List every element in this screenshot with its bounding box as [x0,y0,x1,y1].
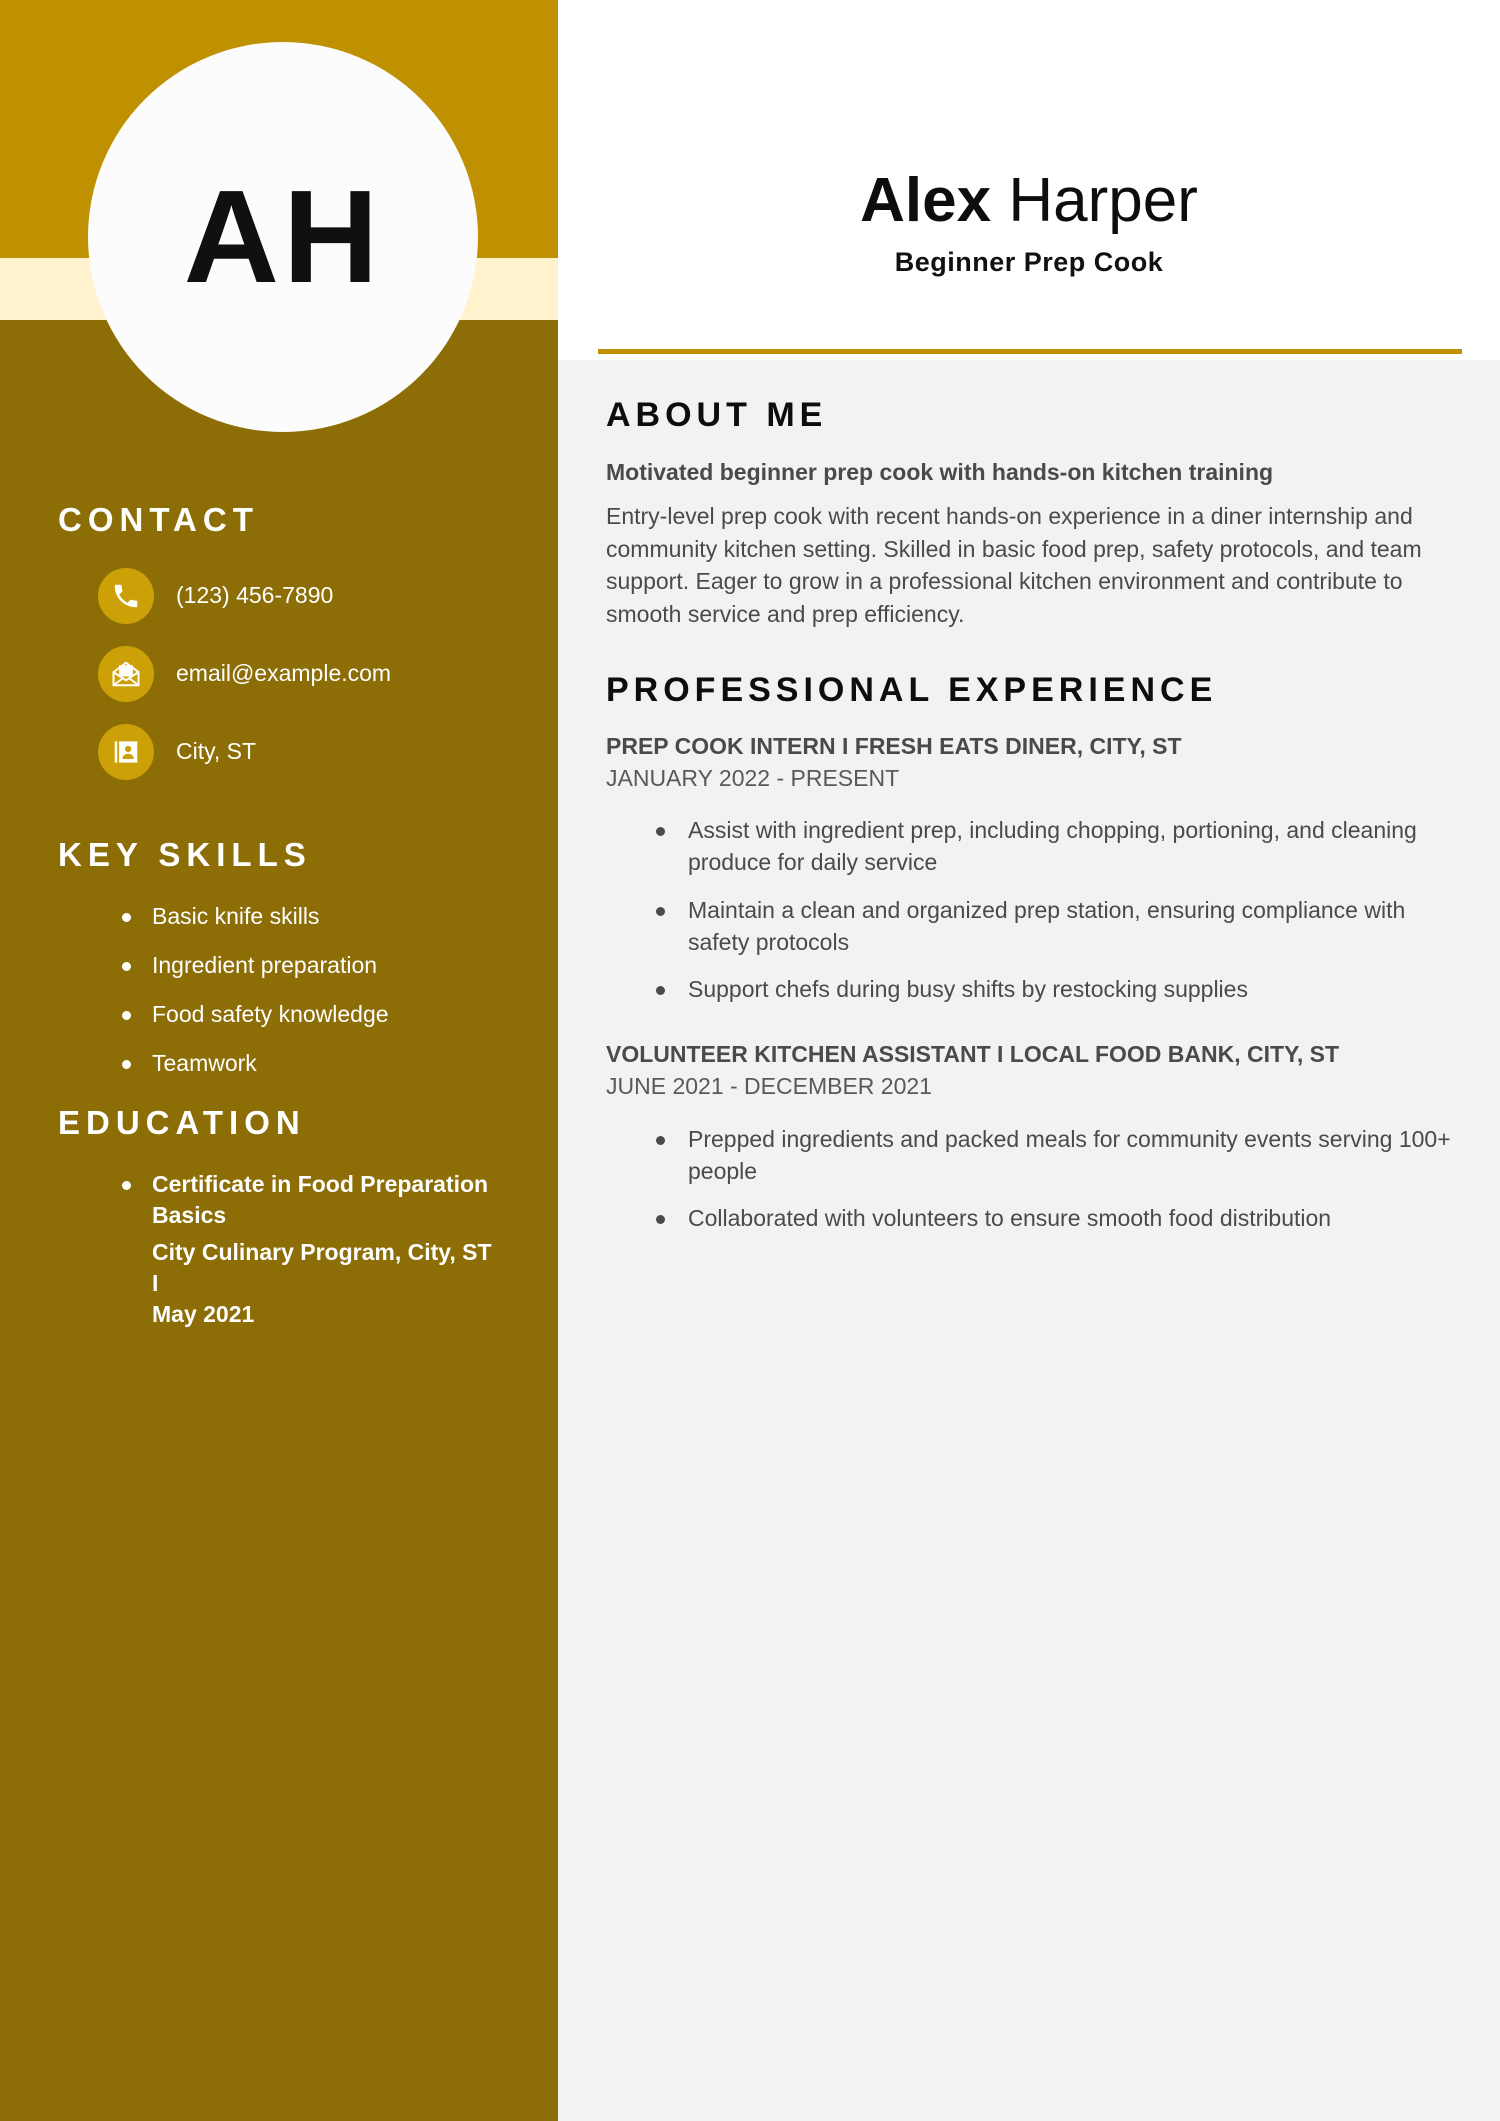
list-item: Maintain a clean and organized prep station, ensuring compliance with safety protocols [648,895,1452,958]
list-item: Support chefs during busy shifts by restocking supplies [648,974,1452,1006]
experience-entry [606,1040,1452,1235]
contact-row-email[interactable] [58,646,500,702]
about-body: Entry-level prep cook with recent hands-on experience in a diner internship and community kitchen setting. Skilled in basic food prep, safety protocols, and team support. Eager to grow in a professional kitchen environment and contribute to smooth service and prep efficiency. [606,503,1422,628]
experience-heading: PROFESSIONAL EXPERIENCE [606,670,1218,709]
contact-location-value: City, ST [176,737,257,764]
sidebar [0,0,558,2121]
avatar-initials: AH [183,163,383,310]
main-body [558,360,1500,1235]
contact-phone-value: (123) 456-7890 [176,581,334,608]
contact-list [58,568,500,780]
last-name: Harper [991,166,1198,235]
contact-row-location[interactable] [58,724,500,780]
first-name: Alex [860,166,992,235]
job-bullets [606,1124,1452,1235]
job-bullets [606,815,1452,1006]
education-heading: EDUCATION [58,1104,306,1141]
education-list [58,1169,500,1330]
contact-heading: CONTACT [58,501,259,538]
phone-icon [98,568,154,624]
about-section [606,396,1452,631]
job-dates: JANUARY 2022 - PRESENT [606,764,900,791]
sidebar-skills-section [0,835,558,1097]
education-date: May 2021 [152,1300,255,1327]
experience-section [606,671,1452,1235]
list-item: Ingredient preparation [112,950,500,981]
education-school: City Culinary Program, City, ST I [152,1238,492,1296]
name-header [558,0,1500,360]
skills-list [58,901,500,1079]
job-role-subtitle: Beginner Prep Cook [894,247,1164,278]
skills-heading: KEY SKILLS [58,836,312,873]
main-panel [558,0,1500,2121]
job-dates: JUNE 2021 - DECEMBER 2021 [606,1073,932,1100]
list-item: Teamwork [112,1048,500,1079]
address-card-icon [98,724,154,780]
sidebar-contact-section [0,500,558,802]
page-title [598,0,1460,233]
experience-entry [606,732,1452,1006]
list-item [112,1169,500,1330]
header-divider [598,349,1462,354]
about-heading: ABOUT ME [606,396,828,434]
contact-row-phone[interactable] [58,568,500,624]
list-item: Basic knife skills [112,901,500,932]
contact-email-value: email@example.com [176,659,392,686]
sidebar-education-section [0,1103,558,1330]
education-degree: Certificate in Food Preparation Basics [152,1170,489,1228]
job-title: VOLUNTEER KITCHEN ASSISTANT I LOCAL FOOD BANK, CITY, ST [606,1041,1340,1068]
job-title: PREP COOK INTERN I FRESH EATS DINER, CITY, ST [606,732,1182,759]
list-item: Food safety knowledge [112,999,500,1030]
avatar [88,42,478,432]
list-item: Prepped ingredients and packed meals for community events serving 100+ people [648,1124,1452,1187]
envelope-icon [98,646,154,702]
list-item: Assist with ingredient prep, including chopping, portioning, and cleaning produce for daily service [648,815,1452,878]
about-lead: Motivated beginner prep cook with hands-on kitchen training [606,459,1274,485]
list-item: Collaborated with volunteers to ensure smooth food distribution [648,1203,1452,1235]
